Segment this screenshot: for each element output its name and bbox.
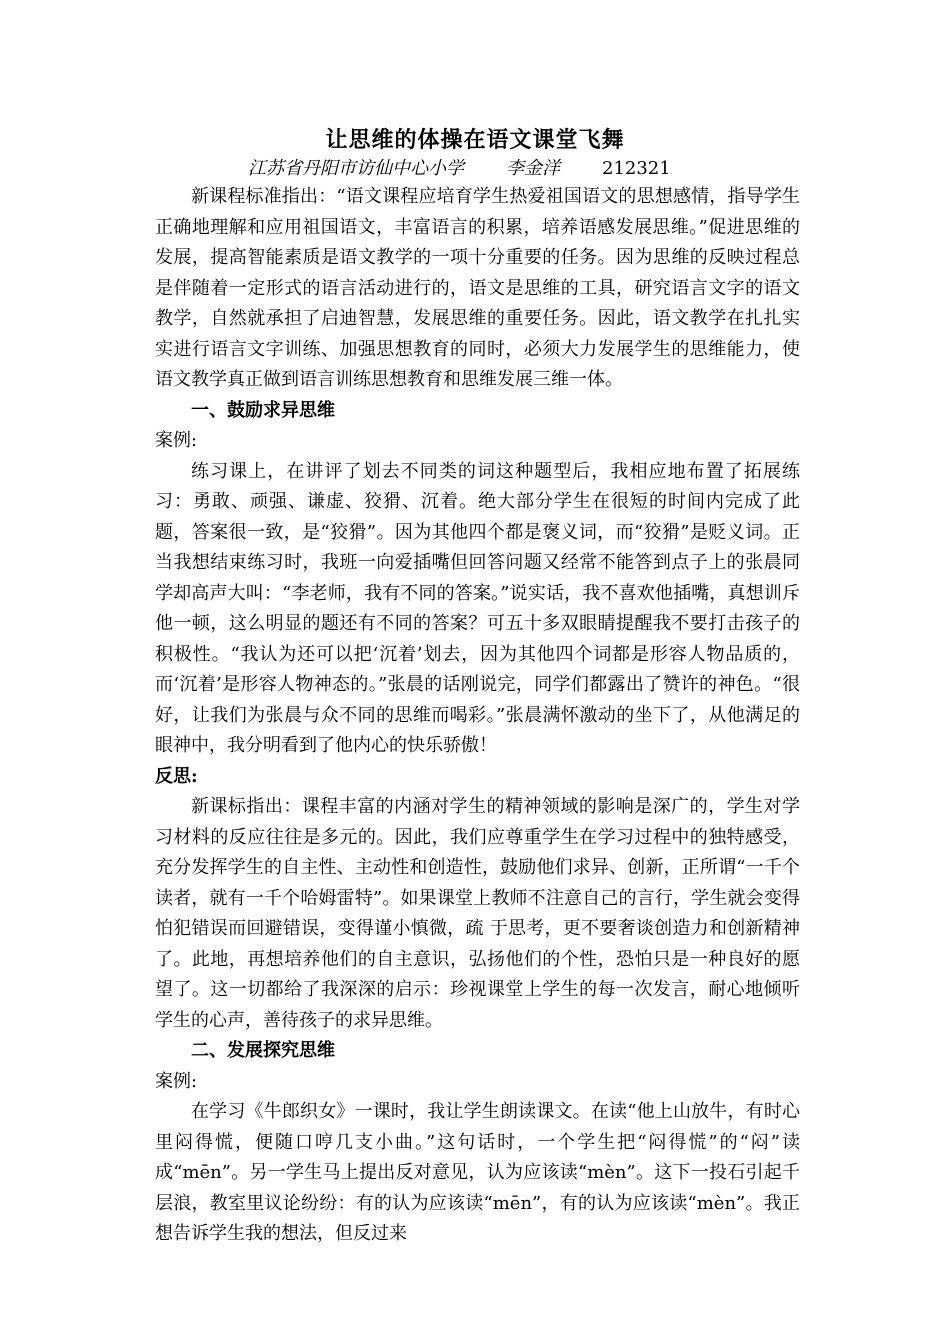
document-title: 让思维的体操在语文课堂飞舞 (325, 128, 625, 153)
reflection-paragraph-1: 新课标指出：课程丰富的内涵对学生的精神领域的影响是深广的，学生对学习材料的反应往往是多元的。因此，我们应尊重学生在学习过程中的独特感受，充分发挥学生的自主性、主动性和创造性，鼓励他们求异、创新，正所谓“一千个读者，就有一千个哈姆雷特”。如果课堂上教师不注意自己的言行，学生就会变得怕犯错误而回避错误，变得谨小慎微，疏 于思考，更不要奢谈创造力和创新精神了。此地，再想培养他们的自主意识，弘扬他们的个性，恐怕只是一种良好的愿望了。这一切都给了我深深的启示：珍视课堂上学生的每一次发言，耐心地倾听学生的心声，善待孩子的求异思维。 (155, 796, 800, 1031)
byline-author: 李金洋 (506, 158, 560, 179)
document-body (155, 182, 800, 1250)
case-paragraph-2: 在学习《牛郎织女》一课时，我让学生朗读课文。在读“他上山放牛，有时心里闷得慌，便随口哼几支小曲。”这句话时，一个学生把“闷得慌”的“闷”读成“mēn”。另一学生马上提出反对意见，认为应该读“mèn”。这下一投石引起千层浪，教室里议论纷纷：有的认为应该读“mēn”，有的认为应该读“mèn”。我正想告诉学生我的想法，但反过来 (155, 1101, 800, 1244)
reflection-label-1: 反思: (155, 765, 198, 787)
section-heading-1: 一、鼓励求异思维 (191, 399, 335, 421)
byline-postcode: 212321 (602, 158, 671, 179)
byline-school: 江苏省丹阳市访仙中心小学 (248, 158, 464, 179)
case-label-2: 案例: (155, 1070, 198, 1092)
byline (248, 156, 671, 182)
intro-paragraph: 新课程标准指出：“语文课程应培育学生热爱祖国语文的思想感情，指导学生正确地理解和应用祖国语文，丰富语言的积累，培养语感发展思维。”促进思维的发展，提高智能素质是语文教学的一项十分重要的任务。因为思维的反映过程总是伴随着一定形式的语言活动进行的，语文是思维的工具，研究语言文字的语文教学，自然就承担了启迪智慧，发展思维的重要任务。因此，语文教学在扎扎实实进行语言文字训练、加强思想教育的同时，必须大力发展学生的思维能力，使语文教学真正做到语言训练思想教育和思维发展三维一体。 (155, 186, 800, 390)
case-label-1: 案例: (155, 430, 198, 451)
case-paragraph-1: 练习课上，在讲评了划去不同类的词这种题型后，我相应地布置了拓展练习：勇敢、顽强、谦虚、狡猾、沉着。绝大部分学生在很短的时间内完成了此题，答案很一致，是“狡猾”。因为其他四个都是褒义词，而“狡猾”是贬义词。正当我想结束练习时，我班一向爱插嘴但回答问题又经常不能答到点子上的张晨同学却高声大叫：“李老师，我有不同的答案。”说实话，我不喜欢他插嘴，真想训斥他一顿，这么明显的题还有不同的答案？可五十多双眼睛提醒我不要打击孩子的积极性。“我认为还可以把‘沉着’划去，因为其他四个词都是形容人物品质的，而‘沉着’是形容人物神态的。”张晨的话刚说完，同学们都露出了赞许的神色。“很好，让我们为张晨与众不同的思维而喝彩。”张晨满怀激动的坐下了，从他满足的眼神中，我分明看到了他内心的快乐骄傲！ (155, 460, 800, 756)
section-heading-2: 二、发展探究思维 (191, 1040, 335, 1061)
